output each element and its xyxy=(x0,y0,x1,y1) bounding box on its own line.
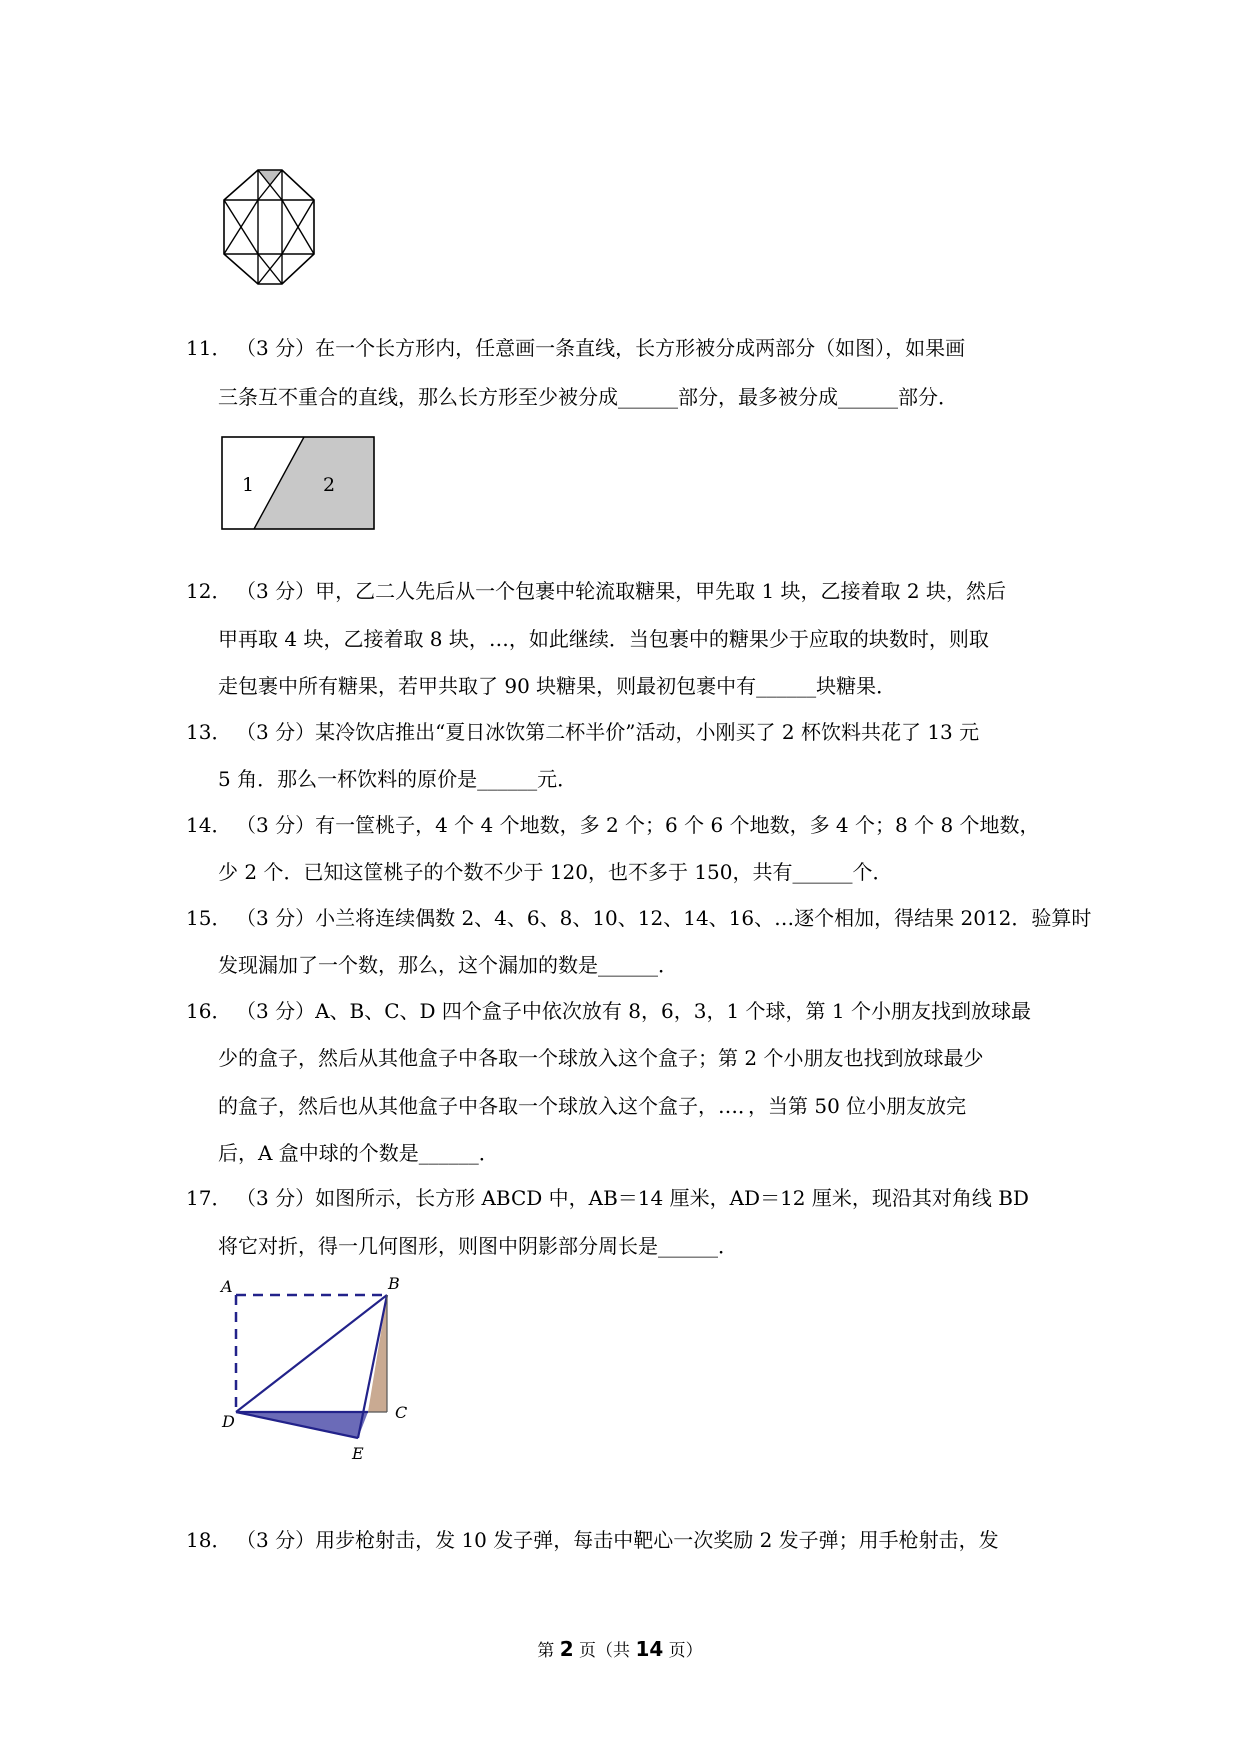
question-number: 12． xyxy=(186,579,232,603)
question-16-line-2: 少的盒子，然后从其他盒子中各取一个球放入这个盒子；第 2 个小朋友也找到放球最少 xyxy=(218,1046,984,1070)
rectangle-split-figure xyxy=(220,435,376,531)
question-16-line-4: 后，A 盒中球的个数是______． xyxy=(218,1141,499,1165)
question-17-line-1: 17． （3 分）如图所示，长方形 ABCD 中，AB＝14 厘米，AD＝12 厘米，现沿其对角线 BD xyxy=(186,1183,1029,1213)
question-16-line-3: 的盒子，然后也从其他盒子中各取一个球放入这个盒子，…．，当第 50 位小朋友放完 xyxy=(218,1094,967,1118)
octagon-grid-figure xyxy=(220,167,318,287)
question-15-line-2: 发现漏加了一个数，那么，这个漏加的数是______． xyxy=(218,953,678,977)
vertex-label-e: E xyxy=(352,1444,364,1463)
vertex-label-d: D xyxy=(222,1412,235,1431)
question-15-line-1: 15． （3 分）小兰将连续偶数 2、4、6、8、10、12、14、16、…逐个相加，得结果 2012．验算时 xyxy=(186,903,1091,933)
question-11-line-2: 三条互不重合的直线，那么长方形至少被分成______部分，最多被分成______部分． xyxy=(218,385,958,409)
question-14-line-1: 14． （3 分）有一筐桃子，4 个 4 个地数，多 2 个；6 个 6 个地数，多 4 个；8 个 8 个地数， xyxy=(186,810,1040,840)
question-13-line-2: 5 角．那么一杯饮料的原价是______元． xyxy=(218,767,578,791)
question-11-line-1: 11． （3 分）在一个长方形内，任意画一条直线，长方形被分成两部分（如图），如果画 xyxy=(186,333,965,363)
question-number: 15． xyxy=(186,906,232,930)
question-16-line-1: 16． （3 分）A、B、C、D 四个盒子中依次放有 8，6，3，1 个球，第 1 个小朋友找到放球最 xyxy=(186,996,1031,1026)
total-page-count: 14 xyxy=(635,1637,664,1661)
vertex-label-a: A xyxy=(221,1277,233,1296)
question-12-line-2: 甲再取 4 块，乙接着取 8 块，…，如此继续．当包裹中的糖果少于应取的块数时，则取 xyxy=(218,627,989,651)
folded-rectangle-figure xyxy=(215,1275,415,1465)
question-12-line-3: 走包裹中所有糖果，若甲共取了 90 块糖果，则最初包裹中有______块糖果． xyxy=(218,674,897,698)
question-17-line-2: 将它对折，得一几何图形，则图中阴影部分周长是______． xyxy=(218,1234,738,1258)
current-page-number: 2 xyxy=(559,1637,574,1661)
question-number: 16． xyxy=(186,999,232,1023)
question-number: 14． xyxy=(186,813,232,837)
question-number: 13． xyxy=(186,720,232,744)
question-number: 17． xyxy=(186,1186,232,1210)
vertex-label-c: C xyxy=(395,1403,408,1422)
question-number: 18． xyxy=(186,1528,232,1552)
question-number: 11． xyxy=(186,336,232,360)
vertex-label-b: B xyxy=(388,1275,400,1293)
question-13-line-1: 13． （3 分）某冷饮店推出“夏日冰饮第二杯半价”活动，小刚买了 2 杯饮料共花了 13 元 xyxy=(186,717,979,747)
region-label-1: 1 xyxy=(242,474,255,496)
question-12-line-1: 12． （3 分）甲，乙二人先后从一个包裹中轮流取糖果，甲先取 1 块，乙接着取 2 块，然后 xyxy=(186,576,1006,606)
region-label-2: 2 xyxy=(323,474,336,496)
page-footer: 第 2 页（共 14 页） xyxy=(537,1637,703,1661)
question-14-line-2: 少 2 个．已知这筐桃子的个数不少于 120，也不多于 150，共有______个． xyxy=(218,860,893,884)
question-18-line-1: 18． （3 分）用步枪射击，发 10 发子弹，每击中靶心一次奖励 2 发子弹；用手枪射击，发 xyxy=(186,1525,999,1555)
